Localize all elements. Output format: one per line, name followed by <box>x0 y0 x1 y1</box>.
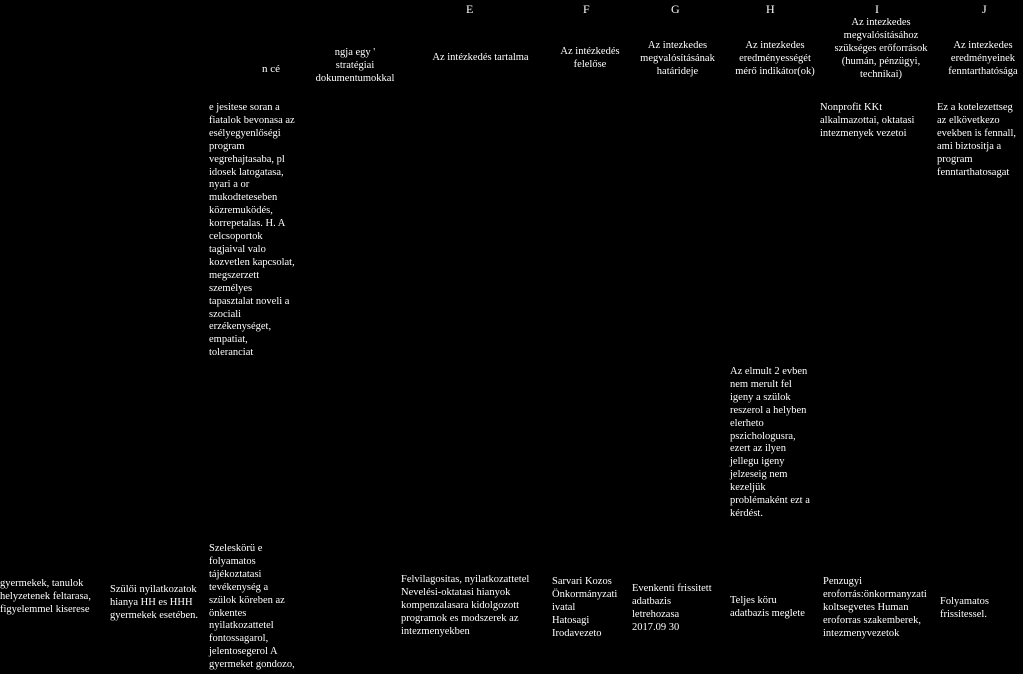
text-line: kezeljük <box>730 482 766 494</box>
text-line: nyari a or <box>209 179 250 191</box>
text-line: Nonprofit KKt <box>820 102 883 113</box>
column-letter-e: E <box>466 2 474 16</box>
text-line: Szülői nyilatkozatok <box>110 584 197 595</box>
text-line: program <box>209 140 245 152</box>
text-line: Penzugyi <box>823 576 863 587</box>
indicator-note <box>730 366 810 521</box>
text-line: ngja egy ' <box>334 47 376 58</box>
text-line: idosek latogatasa, <box>209 166 284 178</box>
text-line: szülok köreben az <box>209 594 285 606</box>
text-line: figyelemmel kiserese <box>0 603 90 615</box>
column-letter-j: J <box>982 2 987 16</box>
text-line: gyermekek esetében. <box>110 609 199 621</box>
text-line: szociali <box>209 308 242 320</box>
text-line: adatbazis <box>632 595 672 607</box>
text-line: stratégiai <box>335 59 375 71</box>
column-letter-f: F <box>583 2 590 16</box>
text-line: elerheto <box>730 417 764 429</box>
row2-target-group <box>0 578 91 617</box>
text-line: eredményességét <box>739 52 811 64</box>
text-line: önkentes <box>209 607 247 619</box>
row1-measure-content <box>209 102 295 360</box>
header-measure-content <box>418 52 543 65</box>
text-line: Az intézkedés <box>560 46 620 57</box>
row2-responsible <box>552 576 617 641</box>
text-line: kozvetlen kapcsolat, <box>209 256 295 268</box>
text-line: jelentosegerol A <box>209 646 278 658</box>
row2-indicator <box>730 595 805 621</box>
text-line: alkalmazottai, oktatasi <box>820 114 915 126</box>
row2-measure-content <box>401 574 529 639</box>
text-line: (humán, pénzügyi, <box>841 55 921 67</box>
text-line: megvalósításához <box>843 29 919 41</box>
text-line: erzékenységet, <box>209 321 272 333</box>
text-line: Az intezkedes <box>745 40 805 51</box>
text-line: intezmenyvezetok <box>823 627 900 639</box>
text-line: kérdést. <box>730 507 763 519</box>
text-line: megszerzett <box>209 269 260 281</box>
text-line: személyes <box>209 282 253 294</box>
text-line: fiatalok bevonasa az <box>209 114 295 126</box>
text-line: fontossagarol, <box>209 633 269 645</box>
text-line: problémaként ezt a <box>730 495 810 507</box>
text-line: szükséges erőforrások <box>834 42 928 54</box>
text-line: koltsegvetes Human <box>823 601 909 613</box>
text-line: ami biztositja a <box>937 140 1002 152</box>
text-line: letrehozasa <box>632 608 680 620</box>
text-line: közremuködés, <box>209 205 273 217</box>
text-line: tapasztalat noveli a <box>209 295 290 307</box>
column-letter-g: G <box>671 2 680 16</box>
text-line: celcsoportok <box>209 231 263 243</box>
text-line: ezert az ilyen <box>730 443 786 455</box>
text-line: Nevelési-oktatasi hianyok <box>401 586 511 598</box>
text-line: Felvilagositas, nyilatkozattetel <box>401 574 530 585</box>
header-sustainability <box>943 40 1023 79</box>
text-line: Folyamatos <box>940 596 989 607</box>
text-line: Sarvari Kozos <box>552 576 612 587</box>
text-line: evekben is fennall, <box>937 127 1017 139</box>
text-line: ivatal <box>552 601 576 613</box>
text-line: tevékenység a <box>209 581 269 593</box>
text-line: adatbazis meglete <box>730 607 805 619</box>
text-line: korrepetalas. H. A <box>209 218 286 230</box>
text-line: tagjaival valo <box>209 243 266 255</box>
text-line: technikai) <box>860 68 902 80</box>
text-line: nem merult fel <box>730 378 792 390</box>
text-line: Önkormányzati <box>552 588 618 600</box>
text-line: gyermeket gondozo, <box>209 659 295 671</box>
text-line: Az intézkedés tartalma <box>432 52 529 63</box>
header-deadline <box>630 40 725 79</box>
text-line: empatiat, <box>209 334 248 346</box>
column-letter-i: I <box>875 2 879 16</box>
text-line: Teljes köru <box>730 595 777 606</box>
text-line: pszichologusra, <box>730 430 796 442</box>
text-line: jelzeseig nem <box>730 469 788 481</box>
text-line: helyzetenek feltarasa, <box>0 590 91 602</box>
text-line: eroforras szakemberek, <box>823 614 921 626</box>
text-line: dokumentumokkal <box>315 72 395 84</box>
text-line: fenntarthatosagat <box>937 166 1010 178</box>
header-strategy-link <box>300 47 410 86</box>
text-line: program <box>937 153 973 165</box>
text-line: igeny a szülok <box>730 391 791 403</box>
text-line: mukodteteseben <box>209 192 278 204</box>
text-line: nyilatkozattetel <box>209 620 274 632</box>
row2-deadline <box>632 583 712 635</box>
text-line: toleranciat <box>209 347 254 359</box>
text-line: jellegu igeny <box>730 456 785 468</box>
text-line: programok es modszerek az <box>401 612 519 624</box>
text-line: folyamatos <box>209 555 256 567</box>
text-line: tájékoztatasi <box>209 568 262 580</box>
header-b-fragment: n cé <box>262 63 281 75</box>
text-line: intezmenyek vezetoi <box>820 127 907 139</box>
header-indicator <box>730 40 820 79</box>
row2-measure-goal <box>209 543 295 672</box>
row2-resources <box>823 576 927 641</box>
text-line: frissitessel. <box>940 608 987 620</box>
text-line: Az intezkedes <box>953 40 1013 51</box>
text-line: Az intezkedes <box>647 40 708 51</box>
text-line: intezmenyekben <box>401 625 470 637</box>
text-line: fenntarthatósága <box>948 65 1018 77</box>
text-line: kompenzalasara kidolgozott <box>401 599 520 611</box>
text-line: Szeleskörü e <box>209 543 263 554</box>
text-line: gyermekek, tanulok <box>0 578 84 589</box>
text-line: határideje <box>656 65 699 77</box>
text-line: eredményeinek <box>950 52 1016 64</box>
text-line: Az elmult 2 evben <box>730 366 808 377</box>
text-line: Irodavezeto <box>552 627 602 639</box>
text-line: Az intezkedes <box>851 17 911 28</box>
text-line: Evenkenti frissitett <box>632 583 712 594</box>
header-responsible <box>550 46 630 72</box>
text-line: Hatosagi <box>552 614 590 626</box>
text-line: Ez a kotelezettseg <box>937 102 1013 113</box>
row1-sustainability <box>937 102 1016 179</box>
text-line: eroforrás:önkormanyzati <box>823 588 927 600</box>
row2-problem <box>110 584 198 623</box>
header-resources <box>826 17 936 82</box>
text-line: esélyegyenlőségi <box>209 127 281 139</box>
text-line: vegrehajtasaba, pl <box>209 153 285 165</box>
row2-sustainability <box>940 596 989 622</box>
text-line: az elkövetkezo <box>937 114 1000 126</box>
column-letter-h: H <box>766 2 775 16</box>
text-line: mérő indikátor(ok) <box>735 65 815 77</box>
row1-resources <box>820 102 914 141</box>
text-line: e jesitese soran a <box>209 102 280 113</box>
text-line: reszerol a helyben <box>730 404 807 416</box>
text-line: 2017.09 30 <box>632 621 680 633</box>
text-line: felelőse <box>573 58 607 70</box>
text-line: hianya HH es HHH <box>110 596 193 608</box>
text-line: megvalósításának <box>640 52 715 64</box>
